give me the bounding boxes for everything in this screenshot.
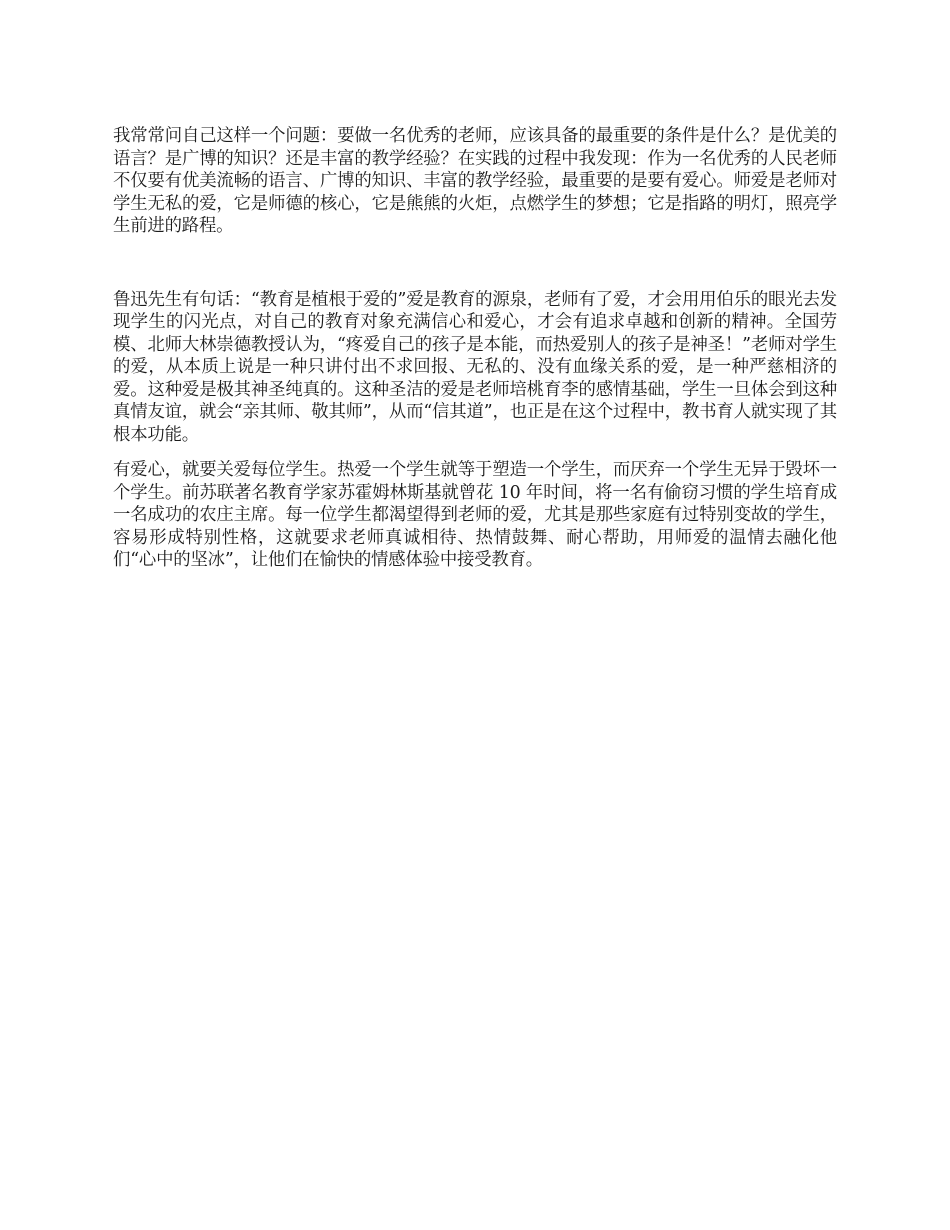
paragraph-3: 有爱心，就要关爱每位学生。热爱一个学生就等于塑造一个学生，而厌弃一个学生无异于毁坏一个学生。前苏联著名教育学家苏霍姆林斯基就曾花 10 年时间，将一名有偷窃习惯的学生培育成一名成功的农庄主席。每一位学生都渴望得到老师的爱，尤其是那些家庭有过特别变故的学生，容易形成特别性格，这就要求老师真诚相待、热情鼓舞、耐心帮助，用师爱的温情去融化他们“心中的坚冰”，让他们在愉快的情感体验中接受教育。 bbox=[113, 460, 837, 570]
paragraph-2: 鲁迅先生有句话：“教育是植根于爱的”爱是教育的源泉，老师有了爱，才会用用伯乐的眼光去发现学生的闪光点，对自己的教育对象充满信心和爱心，才会有追求卓越和创新的精神。全国劳模、北师大林崇德教授认为，“疼爱自己的孩子是本能，而热爱别人的孩子是神圣！”老师对学生的爱，从本质上说是一种只讲付出不求回报、无私的、没有血缘关系的爱，是一种严慈相济的爱。这种爱是极其神圣纯真的。这种圣洁的爱是老师培桃育李的感情基础，学生一旦体会到这种真情友谊，就会“亲其师、敬其师”，从而“信其道”，也正是在这个过程中，教书育人就实现了其根本功能。 bbox=[113, 289, 837, 445]
paragraph-1: 我常常问自己这样一个问题：要做一名优秀的老师，应该具备的最重要的条件是什么？是优美的语言？是广博的知识？还是丰富的教学经验？在实践的过程中我发现：作为一名优秀的人民老师不仅要有优美流畅的语言、广博的知识、丰富的教学经验，最重要的是要有爱心。师爱是老师对学生无私的爱，它是师德的核心，它是熊熊的火炬，点燃学生的梦想；它是指路的明灯，照亮学生前进的路程。 bbox=[113, 126, 837, 236]
document-body bbox=[113, 125, 837, 572]
